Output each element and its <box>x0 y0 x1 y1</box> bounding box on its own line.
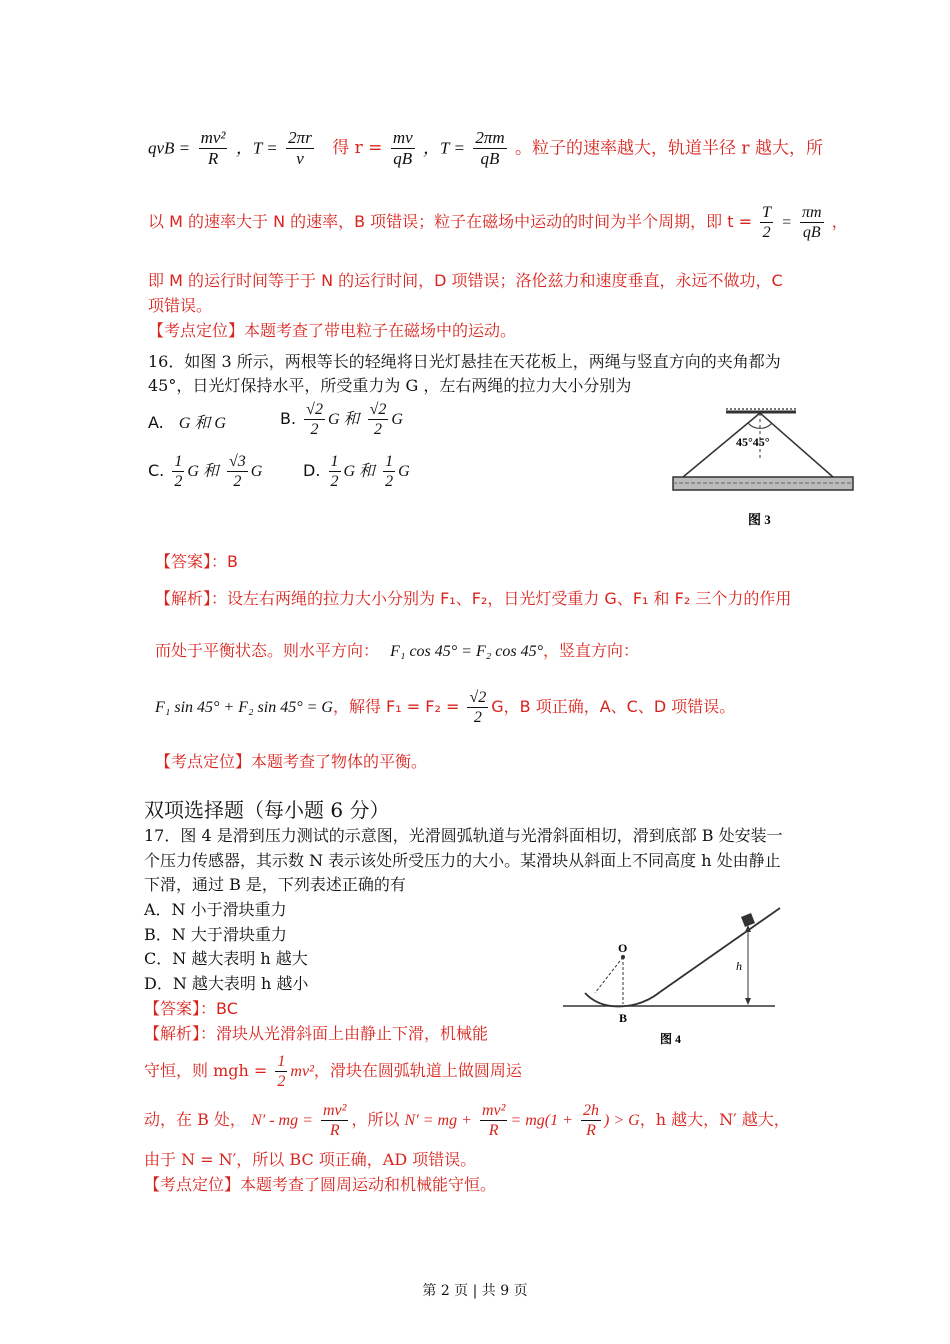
q17-option-c: C．N 越大表明 h 越大 <box>144 949 308 968</box>
q17-analysis-line1: 【解析】：滑块从光滑斜面上由静止下滑，机械能 <box>144 1024 489 1043</box>
figure-4-diagram <box>560 905 795 1055</box>
slider-block <box>741 913 755 927</box>
q16-option-d: D. $\frac{1}{2}$ G 和 $\frac{1}{2}$ G <box>303 453 410 491</box>
q15-line2: 以 M 的速率大于 N 的速率，B 项错误；粒子在磁场中运动的时间为半个周期，即 t = $\frac{T}{2}$ = $\frac{\pi m}{qB}$ ， <box>148 204 848 242</box>
q17-answer: 【答案】：BC <box>144 999 238 1018</box>
figure-3 <box>668 402 858 532</box>
fraction: $\frac{\text{mv²}}{R}$ <box>481 1102 506 1140</box>
q17-option-b: B．N 大于滑块重力 <box>144 925 287 944</box>
fraction: $\frac{1}{2}$ <box>174 453 183 491</box>
text-de: 得 r = <box>332 138 383 159</box>
fraction: $\frac{√2}{2}$ <box>306 401 323 439</box>
fraction: $\frac{√3}{2}$ <box>229 453 246 491</box>
formula-t: ，T = <box>235 138 278 158</box>
q16-option-a: A. G 和 G <box>148 413 226 432</box>
right-rope <box>760 413 833 477</box>
fraction: $\frac{2h}{R}$ <box>583 1102 599 1140</box>
q16-analysis-line1: 【解析】：设左右两绳的拉力大小分别为 F₁、F₂，日光灯受重力 G、F₁ 和 F₂ 三个力的作用 <box>155 589 792 608</box>
q17-stem-line2: 个压力传感器，其示数 N 表示该处所受压力的大小。某滑块从斜面上不同高度 h 处由静止 <box>144 851 781 870</box>
q17-option-a: A．N 小于滑块重力 <box>144 900 287 919</box>
incline <box>660 908 780 992</box>
label-b: B <box>619 1011 628 1025</box>
fraction: $\frac{mv}{qB}$ <box>392 128 413 169</box>
q16-stem-line2: 45°，日光灯保持水平，所受重力为 G ，左右两绳的拉力大小分别为 <box>148 376 632 395</box>
formula-t2: ，T = <box>423 138 465 158</box>
fraction: $\frac{\pi m}{qB}$ <box>802 204 822 242</box>
q15-line4: 项错误。 <box>148 296 213 315</box>
fraction: $\frac{\text{mv²}}{R}$ <box>200 128 226 169</box>
fraction: $\frac{1}{2}$ <box>277 1053 286 1091</box>
q17-point: 【考点定位】本题考查了圆周运动和机械能守恒。 <box>144 1175 497 1194</box>
q16-option-b: B. $\frac{√2}{2}$ G 和 $\frac{√2}{2}$ G <box>280 401 403 439</box>
angle-label: 45°45° <box>736 435 770 449</box>
fraction: $\frac{\text{mv²}}{R}$ <box>322 1102 347 1140</box>
fraction: $\frac{2\pi m}{qB}$ <box>475 128 505 169</box>
q16-stem-line1: 16．如图 3 所示，两根等长的轻绳将日光灯悬挂在天花板上，两绳与竖直方向的夹角都为 <box>148 352 781 371</box>
q17-analysis-line3: 动，在 B 处， N′ - mg = $\frac{\text{mv²}}{R}$ ，所以 N′ = mg + $\frac{\text{mv²}}{R}$ = mg(1 + $\frac{2h}{R}$ ) > G，h 越大，N′ 越大， <box>144 1102 790 1140</box>
q16-analysis-line3: F₁ sin 45° + F₂ sin 45° = G，解得 F₁ = F₂ = $\frac{√2}{2}$ G，B 项正确，A、C、D 项错误。 <box>155 689 736 727</box>
q15-line3: 即 M 的运行时间等于于 N 的运行时间，D 项错误；洛伦兹力和速度垂直，永远不做功，C <box>148 271 783 290</box>
q16-point: 【考点定位】本题考查了物体的平衡。 <box>155 752 428 771</box>
arrow-head-bottom <box>745 998 751 1005</box>
q17-stem-line3: 下滑，通过 B 是，下列表述正确的有 <box>144 875 406 894</box>
figure-4 <box>560 905 795 1055</box>
q16-analysis-line2: 而处于平衡状态。则水平方向： F₁ cos 45° = F₂ cos 45°，竖直方向： <box>155 641 640 660</box>
page-footer: 第 2 页 | 共 9 页 <box>422 1283 528 1299</box>
fraction: $\frac{1}{2}$ <box>385 453 394 491</box>
q15-point: 【考点定位】本题考查了带电粒子在磁场中的运动。 <box>148 321 517 340</box>
figure-4-caption: 图 4 <box>660 1032 682 1046</box>
figure-3-diagram <box>668 402 858 532</box>
q17-option-d: D．N 越大表明 h 越小 <box>144 974 309 993</box>
q16-option-c: C. $\frac{1}{2}$ G 和 $\frac{√3}{2}$ G <box>148 453 263 491</box>
q15-formula-line <box>148 128 823 170</box>
q15-text: 。粒子的速率越大，轨道半径 r 越大，所 <box>515 138 823 159</box>
fraction: $\frac{1}{2}$ <box>330 453 339 491</box>
figure-3-caption: 图 3 <box>748 512 771 527</box>
fraction: $\frac{√2}{2}$ <box>369 401 387 439</box>
q17-stem-line1: 17．图 4 是滑到压力测试的示意图，光滑圆弧轨道与光滑斜面相切，滑到底部 B 处安装一 <box>144 826 783 845</box>
fraction: $\frac{√2}{2}$ <box>469 689 487 727</box>
q17-analysis-line4: 由于 N = N′，所以 BC 项正确，AD 项错误。 <box>144 1150 477 1169</box>
section-title: 双项选择题（每小题 6 分） <box>144 798 390 822</box>
fraction: $\frac{2\pi r}{v}$ <box>288 128 312 169</box>
label-o: O <box>618 941 628 955</box>
q17-analysis-line2: 守恒，则 mgh = $\frac{1}{2}$ mv²，滑块在圆弧轨道上做圆周运 <box>144 1053 522 1091</box>
q16-answer: 【答案】：B <box>155 552 238 571</box>
formula-qvb: qvB = <box>148 138 191 158</box>
fraction: $\frac{T}{2}$ <box>762 204 772 242</box>
radius-slant <box>595 957 623 993</box>
label-h: h <box>736 959 742 973</box>
